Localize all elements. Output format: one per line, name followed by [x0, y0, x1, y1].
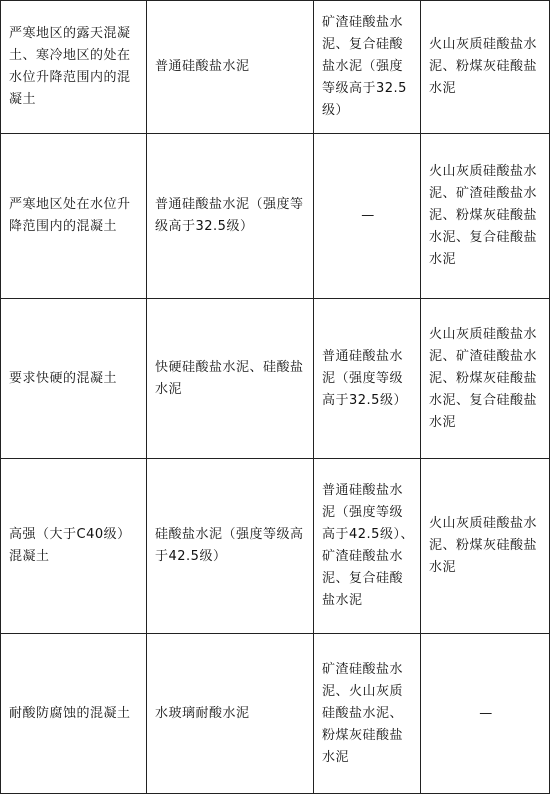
preferred-cement-cell [147, 1, 314, 134]
table-row [1, 134, 550, 299]
preferred-cement-cell [147, 299, 314, 459]
condition-text: 高强（大于C40级）混凝土 [9, 527, 131, 564]
preferred-cement-text: 水玻璃耐酸水泥 [155, 705, 250, 721]
condition-cell [1, 459, 147, 634]
usable-cement-cell [314, 1, 421, 134]
condition-cell [1, 634, 147, 794]
unsuitable-cement-cell [421, 1, 550, 134]
unsuitable-cement-cell [421, 134, 550, 299]
preferred-cement-cell [147, 134, 314, 299]
unsuitable-cement-cell [421, 299, 550, 459]
usable-cement-cell [314, 459, 421, 634]
preferred-cement-text: 普通硅酸盐水泥（强度等级高于32.5级） [155, 197, 304, 234]
table-row [1, 1, 550, 134]
condition-cell [1, 299, 147, 459]
usable-cement-text: 矿渣硅酸盐水泥、火山灰质硅酸盐水泥、粉煤灰硅酸盐水泥 [322, 661, 404, 765]
unsuitable-cement-cell [421, 634, 550, 794]
table-row [1, 459, 550, 634]
condition-text: 严寒地区处在水位升降范围内的混凝土 [9, 197, 131, 234]
usable-cement-cell [314, 634, 421, 794]
preferred-cement-cell [147, 634, 314, 794]
usable-cement-text: 普通硅酸盐水泥（强度等级高于42.5级）、矿渣硅酸盐水泥、复合硅酸盐水泥 [322, 483, 414, 608]
unsuitable-cement-text: 火山灰质硅酸盐水泥、矿渣硅酸盐水泥、粉煤灰硅酸盐水泥、复合硅酸盐水泥 [429, 164, 538, 267]
condition-text: 耐酸防腐蚀的混凝土 [9, 705, 131, 721]
condition-cell [1, 134, 147, 299]
usable-cement-text: 普通硅酸盐水泥（强度等级高于32.5级） [322, 348, 407, 408]
unsuitable-cement-text: — [479, 705, 493, 721]
table-row [1, 634, 550, 794]
preferred-cement-text: 快硬硅酸盐水泥、硅酸盐水泥 [155, 359, 304, 397]
table-row [1, 299, 550, 459]
condition-text: 要求快硬的混凝土 [9, 370, 118, 386]
condition-cell [1, 1, 147, 134]
usable-cement-cell [314, 134, 421, 299]
condition-text: 严寒地区的露天混凝土、寒冷地区的处在水位升降范围内的混凝土 [9, 26, 131, 107]
usable-cement-text: — [361, 208, 375, 223]
unsuitable-cement-cell [421, 459, 550, 634]
preferred-cement-cell [147, 459, 314, 634]
unsuitable-cement-text: 火山灰质硅酸盐水泥、矿渣硅酸盐水泥、粉煤灰硅酸盐水泥、复合硅酸盐水泥 [429, 326, 538, 430]
preferred-cement-text: 硅酸盐水泥（强度等级高于42.5级） [155, 527, 304, 564]
unsuitable-cement-text: 火山灰质硅酸盐水泥、粉煤灰硅酸盐水泥 [429, 37, 538, 96]
preferred-cement-text: 普通硅酸盐水泥 [155, 59, 250, 74]
usable-cement-cell [314, 299, 421, 459]
usable-cement-text: 矿渣硅酸盐水泥、复合硅酸盐水泥（强度等级高于32.5级） [322, 15, 407, 118]
unsuitable-cement-text: 火山灰质硅酸盐水泥、粉煤灰硅酸盐水泥 [429, 516, 538, 575]
